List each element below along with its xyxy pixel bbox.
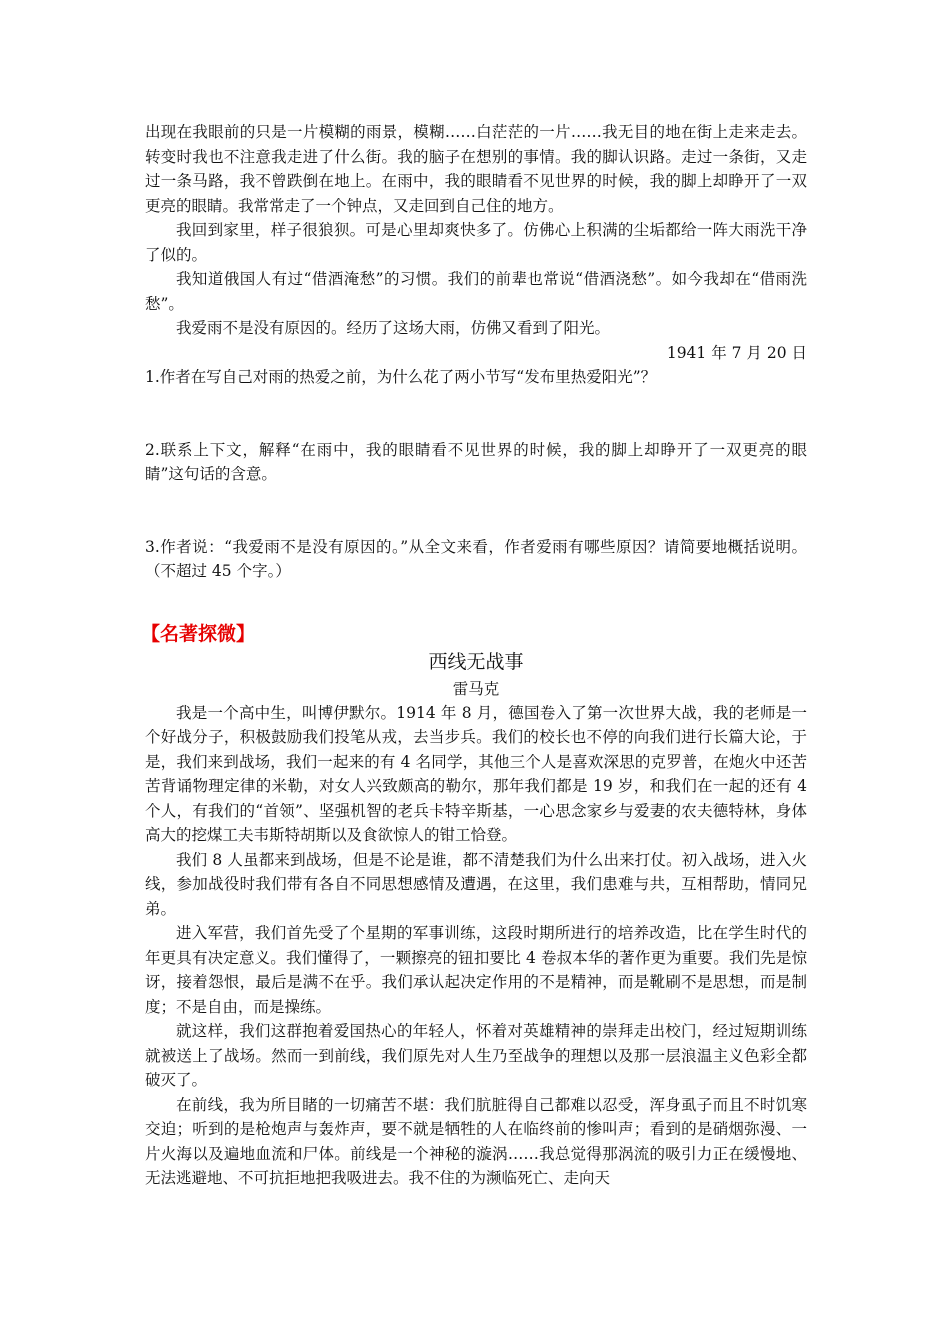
- masterpiece-section: [141, 621, 807, 1191]
- essay-paragraph: 我知道俄国人有过“借酒淹愁”的习惯。我们的前辈也常说“借酒浇愁”。如今我却在“借雨洗愁”。: [145, 270, 807, 313]
- section-paragraph: 我是一个高中生，叫博伊默尔。1914 年 8 月，德国卷入了第一次世界大战，我的老师是一个好战分子，积极鼓励我们投笔从戎，去当步兵。我们的校长也不停的向我们进行长篇大论，于是，我们来到战场，我们一起来的有 4 名同学，其他三个人是喜欢深思的克罗普，在炮火中还苦苦背诵物理定律的米勒，对女人兴致颇高的勒尔，那年我们都是 19 岁，和我们在一起的还有 4 个人，有我们的“首领”、坚强机智的老兵卡特辛斯基，一心思念家乡与爱妻的农夫德特林，身体高大的挖煤工夫韦斯特胡斯以及食欲惊人的钳工恰登。: [145, 703, 807, 844]
- question-1: 1.作者在写自己对雨的热爱之前，为什么花了两小节写“发布里热爱阳光”？: [145, 368, 657, 386]
- section-heading: 【名著探微】: [141, 622, 256, 645]
- question-2: 2.联系上下文，解释“在雨中，我的眼睛看不见世界的时候，我的脚上却睁开了一双更亮的眼睛”这句话的含意。: [145, 440, 807, 483]
- section-paragraph: 我们 8 人虽都来到战场，但是不论是谁，都不清楚我们为什么出来打仗。初入战场，进入火线，参加战役时我们带有各自不同思想感情及遭遇，在这里，我们患难与共，互相帮助，情同兄弟。: [145, 850, 807, 918]
- section-paragraph: 在前线，我为所目睹的一切痛苦不堪：我们肮脏得自己都难以忍受，浑身虱子而且不时饥寒交迫；听到的是枪炮声与轰炸声，要不就是牺牲的人在临终前的惨叫声；看到的是硝烟弥漫、一片火海以及遍地血流和尸体。前线是一个神秘的漩涡……我总觉得那涡流的吸引力正在缓慢地、无法逃避地、不可抗拒地把我吸进去。我不住的为濒临死亡、走向天: [145, 1095, 807, 1187]
- essay-date: 1941 年 7 月 20 日: [666, 343, 807, 362]
- work-title: 西线无战事: [428, 650, 524, 673]
- section-paragraph: 进入军营，我们首先受了个星期的军事训练，这段时期所进行的培养改造，比在学生时代的年更具有决定意义。我们懂得了，一颗擦亮的钮扣要比 4 卷叔本华的著作更为重要。我们先是惊讶，接着怨恨，最后是满不在乎。我们承认起决定作用的不是精神，而是靴刷不是思想，而是制度；不是自由，而是操练。: [145, 924, 807, 1016]
- section-paragraph: 就这样，我们这群抱着爱国热心的年轻人，怀着对英雄精神的崇拜走出校门，经过短期训练就被送上了战场。然而一到前线，我们原先对人生乃至战争的理想以及那一层浪温主义色彩全都破灭了。: [145, 1022, 807, 1089]
- document-page: [141, 120, 807, 1191]
- essay-section: [145, 120, 807, 365]
- work-author: 雷马克: [452, 679, 500, 698]
- essay-paragraph: 我回到家里，样子很狼狈。可是心里却爽快多了。仿佛心上积满的尘垢都给一阵大雨洗干净了似的。: [145, 221, 807, 264]
- questions-section: [145, 365, 807, 584]
- question-3: 3.作者说：“我爱雨不是没有原因的。”从全文来看，作者爱雨有哪些原因？请简要地概括说明。（不超过 45 个字。）: [145, 537, 807, 580]
- essay-paragraph: 我爱雨不是没有原因的。经历了这场大雨，仿佛又看到了阳光。: [176, 319, 611, 337]
- essay-paragraph: 出现在我眼前的只是一片模糊的雨景，模糊……白茫茫的一片……我无目的地在街上走来走去。转变时我也不注意我走进了什么街。我的脑子在想别的事情。我的脚认识路。走过一条街，又走过一条马路，我不曾跌倒在地上。在雨中，我的眼睛看不见世界的时候，我的脚上却睁开了一双更亮的眼睛。我常常走了一个钟点，又走回到自己住的地方。: [145, 123, 807, 215]
